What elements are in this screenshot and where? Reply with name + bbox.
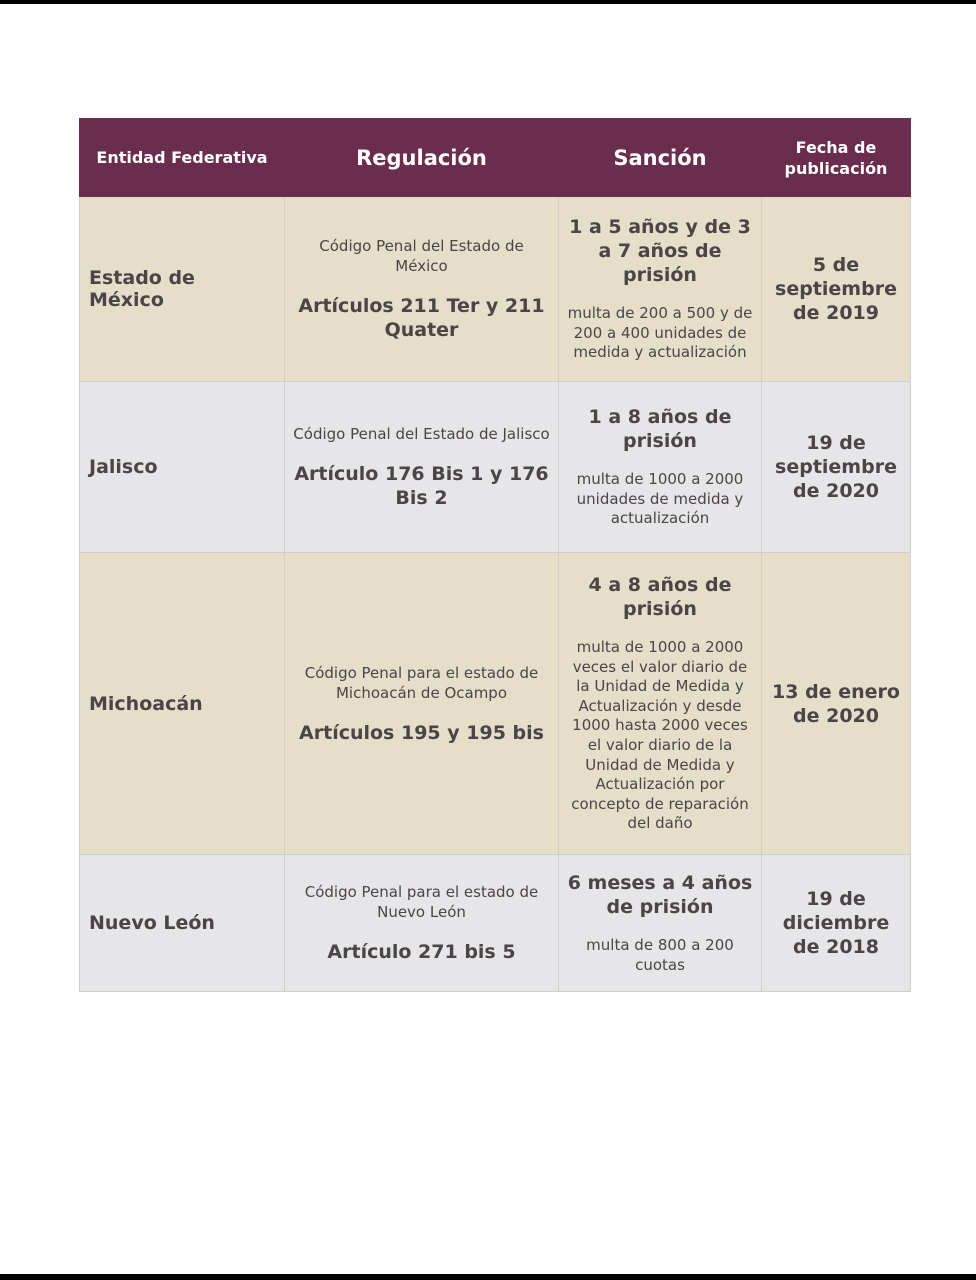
table-row: [80, 197, 911, 382]
fine-text: multa de 200 a 500 y de 200 a 400 unidades de medida y actualización: [567, 304, 753, 362]
header-fecha: Fecha de publicación: [762, 119, 911, 197]
table-row: [80, 382, 911, 553]
date-cell: 19 de septiembre de 2020: [762, 382, 911, 553]
articles-text: Artículo 176 Bis 1 y 176 Bis 2: [294, 463, 549, 509]
table-row: [80, 553, 911, 855]
state-cell: Estado de México: [80, 197, 285, 382]
header-entidad: Entidad Federativa: [80, 119, 285, 197]
header-sancion: Sanción: [559, 119, 762, 197]
prison-term-text: 6 meses a 4 años de prisión: [567, 871, 753, 918]
sanction-cell: [559, 553, 762, 855]
penal-code-text: Código Penal del Estado de México: [319, 237, 524, 275]
articles-text: Artículo 271 bis 5: [327, 941, 516, 963]
fine-text: multa de 800 a 200 cuotas: [586, 935, 734, 974]
penal-code-text: Código Penal del Estado de Jalisco: [293, 425, 550, 443]
date-cell: 13 de enero de 2020: [762, 553, 911, 855]
header-row: [80, 119, 911, 197]
penal-code-text: Código Penal para el estado de Nuevo León: [304, 883, 539, 921]
regulation-cell: [285, 855, 559, 992]
state-cell: Nuevo León: [80, 855, 285, 992]
regulation-cell: [285, 553, 559, 855]
date-cell: 19 de diciembre de 2018: [762, 855, 911, 992]
fine-text: multa de 1000 a 2000 veces el valor diario de la Unidad de Medida y Actualización y desde 1000 hasta 2000 veces el valor diario de la Unidad de Medida y Actualización por concepto de reparación del daño: [571, 638, 749, 833]
legislation-table: [79, 118, 911, 992]
articles-text: Artículos 195 y 195 bis: [299, 721, 544, 744]
regulation-cell: [285, 197, 559, 382]
prison-term-text: 1 a 8 años de prisión: [588, 406, 732, 453]
regulation-cell: [285, 382, 559, 553]
sanction-cell: [559, 382, 762, 553]
header-regulacion: Regulación: [285, 119, 559, 197]
state-cell: Jalisco: [80, 382, 285, 553]
articles-text: Artículos 211 Ter y 211 Quater: [298, 295, 545, 341]
fine-text: multa de 1000 a 2000 unidades de medida y actualización: [576, 470, 744, 528]
top-black-bar: [0, 0, 976, 4]
bottom-black-bar: [0, 1274, 976, 1280]
sanction-cell: [559, 197, 762, 382]
sanction-cell: [559, 855, 762, 992]
date-cell: 5 de septiembre de 2019: [762, 197, 911, 382]
prison-term-text: 1 a 5 años y de 3 a 7 años de prisión: [569, 216, 751, 287]
state-cell: Michoacán: [80, 553, 285, 855]
penal-code-text: Código Penal para el estado de Michoacán de Ocampo: [304, 663, 539, 702]
table-row: [80, 855, 911, 992]
prison-term-text: 4 a 8 años de prisión: [588, 574, 732, 621]
